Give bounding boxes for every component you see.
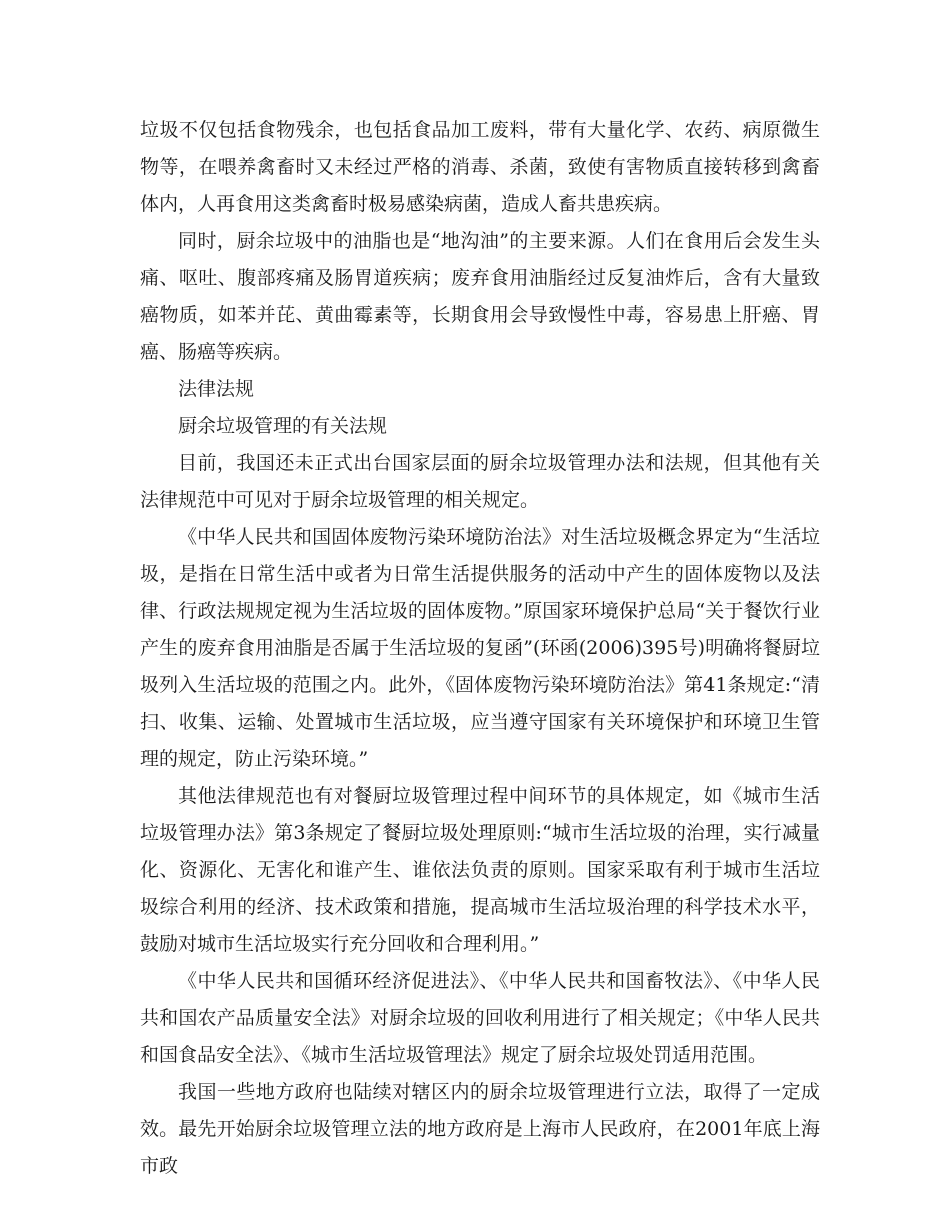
subsection-heading-regulations: 厨余垃圾管理的有关法规 — [178, 415, 388, 437]
section-heading-laws: 法律法规 — [178, 378, 255, 400]
paragraph-other-regulations: 其他法律规范也有对餐厨垃圾管理过程中间环节的具体规定，如《城市生活垃圾管理办法》第3条规定了餐厨垃圾处理原则:“城市生活垃圾的治理，实行减量化、资源化、无害化和谁产生、谁依法负责的原则。国家采取有利于城市生活垃圾综合利用的经济、技术政策和措施，提高城市生活垃圾治理的科学技术水平，鼓励对城市生活垃圾实行充分回收和合理利用。” — [140, 785, 820, 955]
paragraph-current-status: 目前，我国还未正式出台国家层面的厨余垃圾管理办法和法规，但其他有关法律规范中可见对于厨余垃圾管理的相关规定。 — [140, 452, 820, 511]
paragraph-oil-health: 同时，厨余垃圾中的油脂也是“地沟油”的主要来源。人们在食用后会发生头痛、呕吐、腹部疼痛及肠胃道疾病；废弃食用油脂经过反复油炸后，含有大量致癌物质，如苯并芘、黄曲霉素等，长期食用会导致慢性中毒，容易患上肝癌、胃癌、肠癌等疾病。 — [140, 230, 820, 363]
paragraph-related-laws: 《中华人民共和国循环经济促进法》、《中华人民共和国畜牧法》、《中华人民共和国农产品质量安全法》对厨余垃圾的回收利用进行了相关规定；《中华人民共和国食品安全法》、《城市生活垃圾管理法》规定了厨余垃圾处罚适用范围。 — [140, 970, 820, 1066]
document-body — [140, 112, 820, 1185]
paragraph-continuation: 垃圾不仅包括食物残余，也包括食品加工废料，带有大量化学、农药、病原微生物等，在喂养禽畜时又未经过严格的消毒、杀菌，致使有害物质直接转移到禽畜体内，人再食用这类禽畜时极易感染病菌，造成人畜共患疾病。 — [140, 119, 820, 215]
paragraph-local-legislation: 我国一些地方政府也陆续对辖区内的厨余垃圾管理进行立法，取得了一定成效。最先开始厨余垃圾管理立法的地方政府是上海市人民政府，在2001年底上海市政 — [140, 1081, 820, 1177]
paragraph-solid-waste-law: 《中华人民共和国固体废物污染环境防治法》对生活垃圾概念界定为“生活垃圾，是指在日常生活中或者为日常生活提供服务的活动中产生的固体废物以及法律、行政法规规定视为生活垃圾的固体废物。”原国家环境保护总局“关于餐饮行业产生的废弃食用油脂是否属于生活垃圾的复函”(环函(2006)395号)明确将餐厨垃圾列入生活垃圾的范围之内。此外，《固体废物污染环境防治法》第41条规定:“清扫、收集、运输、处置城市生活垃圾，应当遵守国家有关环境保护和环境卫生管理的规定，防止污染环境。” — [140, 526, 820, 770]
